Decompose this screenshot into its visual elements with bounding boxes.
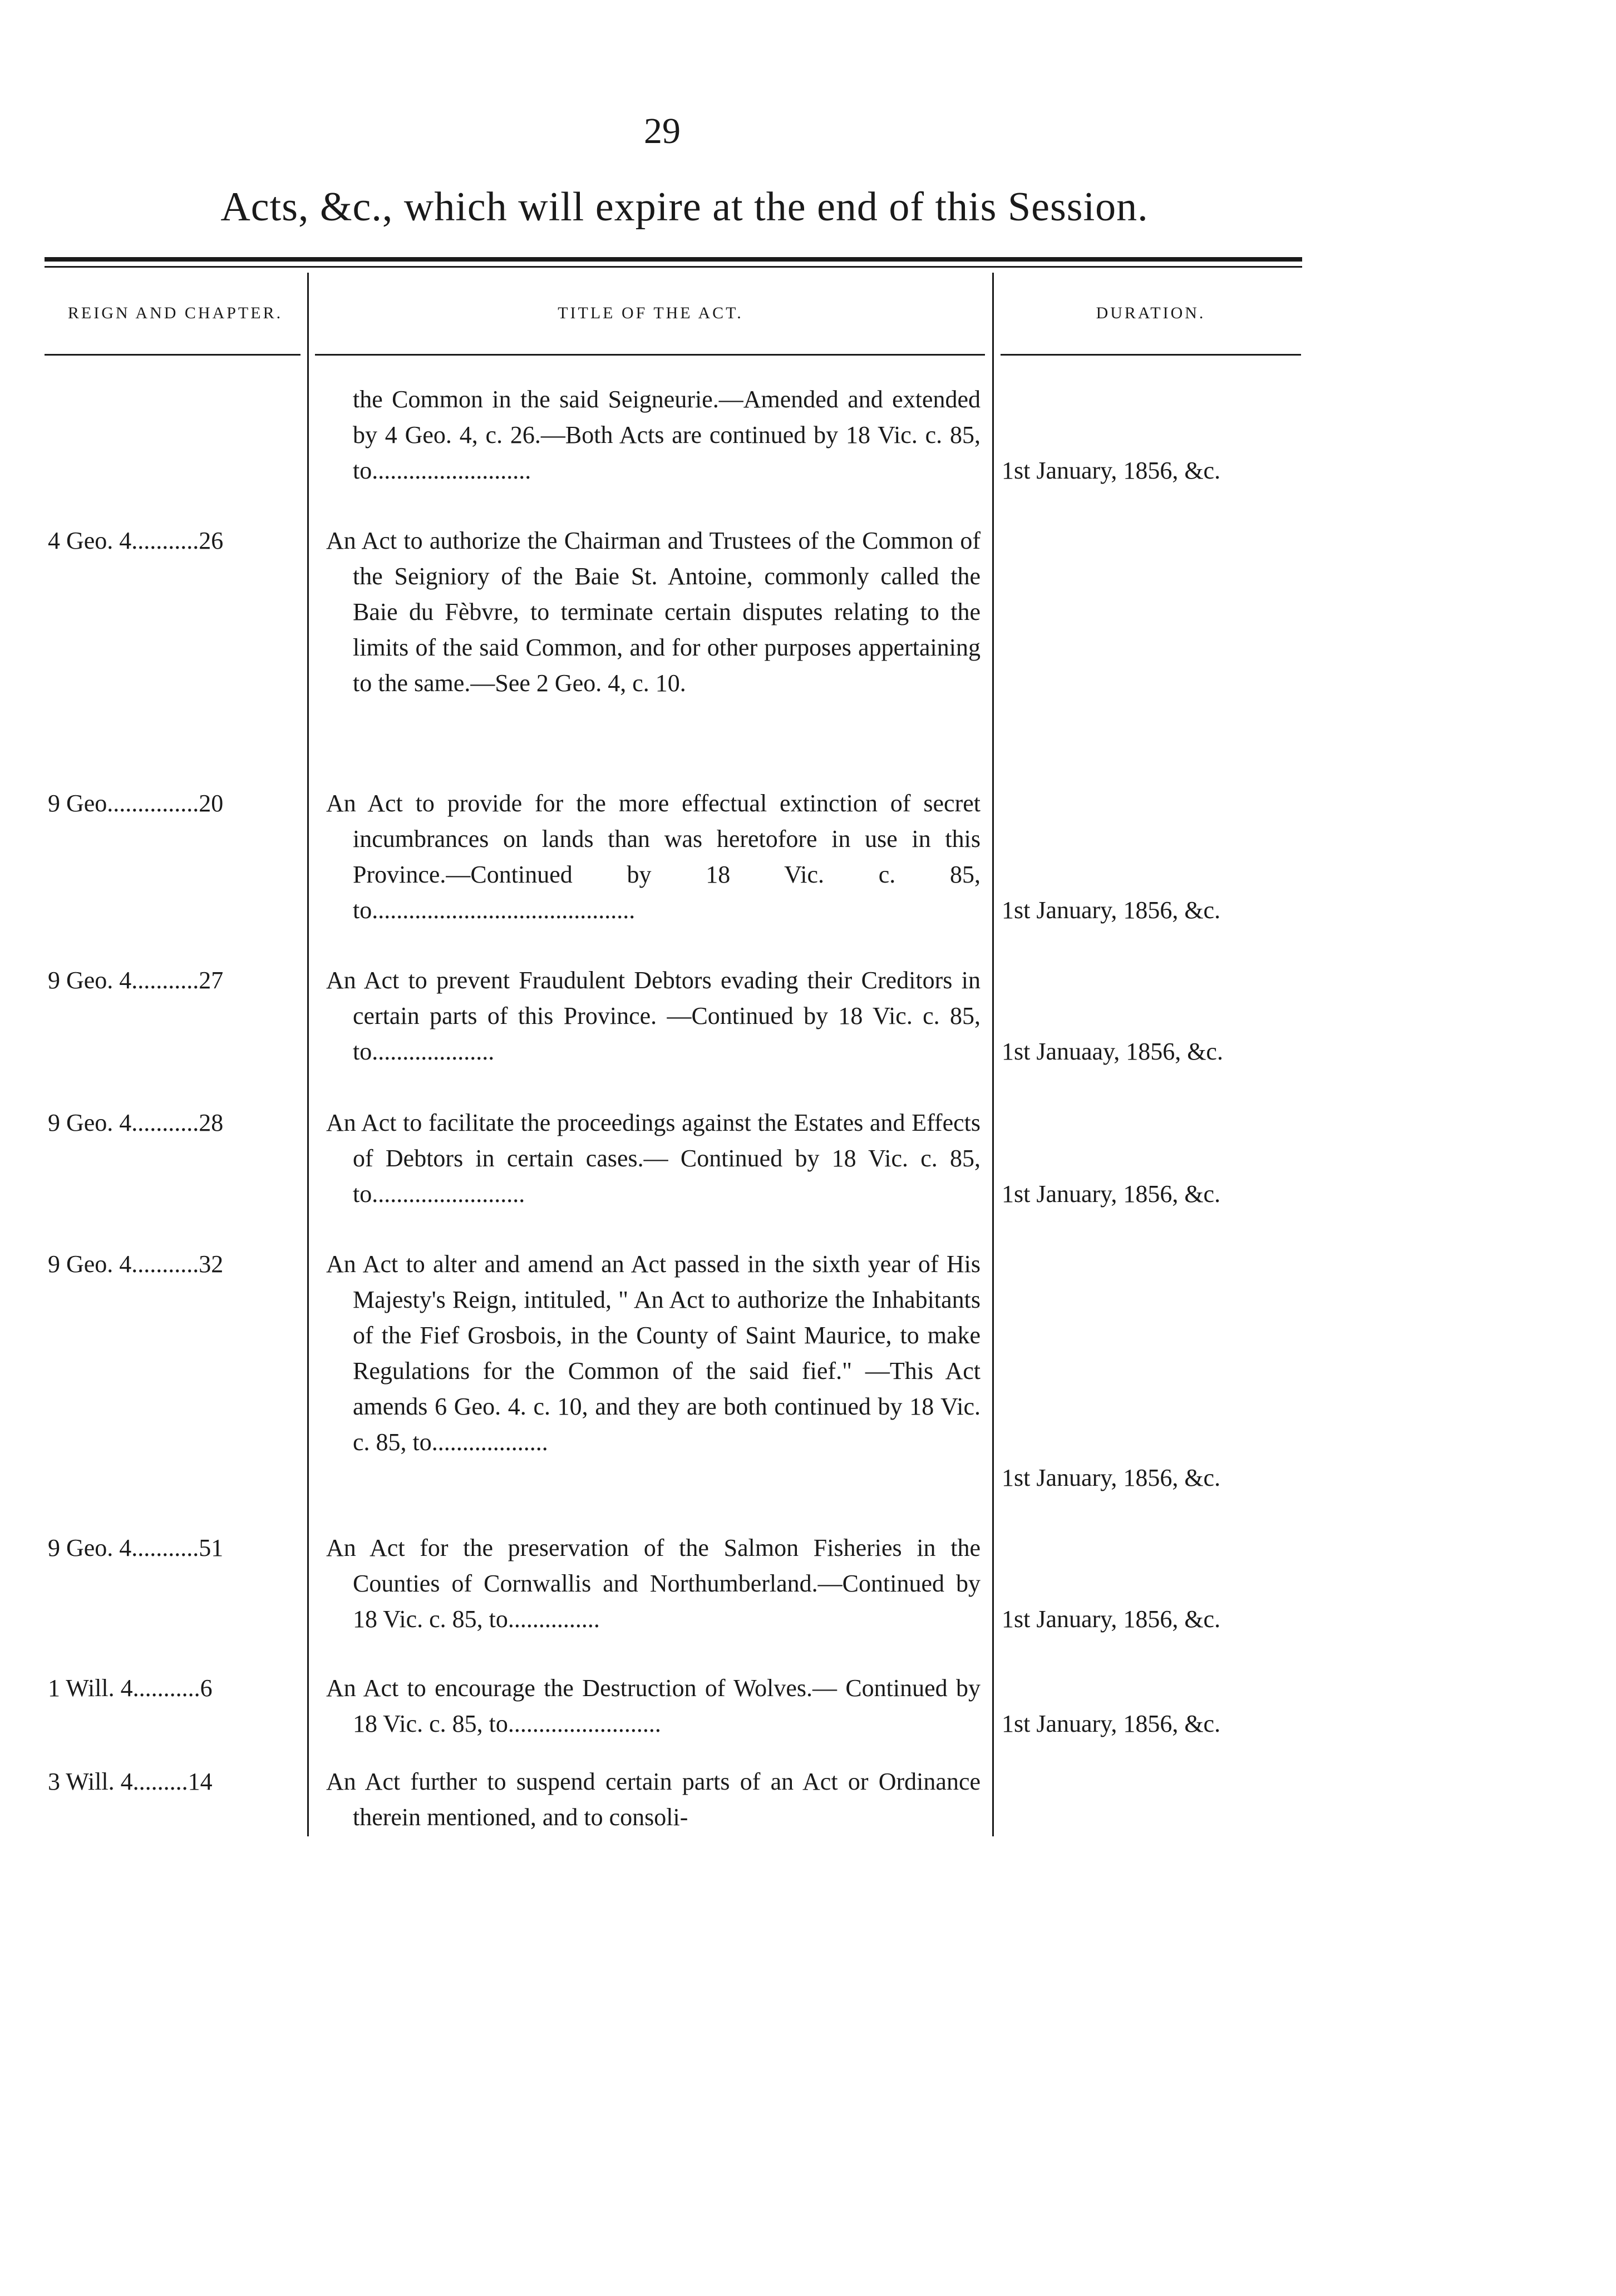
reign-cell: 4 Geo. 4...........26 <box>48 527 224 554</box>
duration-cell: 1st January, 1856, &c. <box>1002 457 1221 484</box>
title-cell: An Act for the preservation of the Salmon Fisheries in the Counties of Cornwallis and Northumberland.—Continued by 18 Vic. c. 85, to............... <box>326 1534 981 1633</box>
duration-cell: 1st Januaay, 1856, &c. <box>1002 1038 1223 1065</box>
header-title: TITLE OF THE ACT. <box>558 304 743 322</box>
title-cell: An Act to authorize the Chairman and Trustees of the Common of the Seigniory of the Baie St. Antoine, commonly called the Baie du Fèbvre, to terminate certain disputes relating to the limits of the said Common, and for other purposes appertaining to the same.—See 2 Geo. 4, c. 10. <box>326 527 981 697</box>
title-cell: An Act to facilitate the proceedings against the Estates and Effects of Debtors in certain cases.— Continued by 18 Vic. c. 85, to......................... <box>326 1109 981 1208</box>
reign-cell: 9 Geo. 4...........28 <box>48 1109 224 1136</box>
top-rule-thin <box>45 266 1302 268</box>
title-cell: An Act to prevent Fraudulent Debtors evading their Creditors in certain parts of this Province. —Continued by 18 Vic. c. 85, to.................... <box>326 967 981 1065</box>
page-number: 29 <box>644 111 681 151</box>
reign-cell: 1 Will. 4...........6 <box>48 1674 213 1702</box>
reign-cell: 9 Geo...............20 <box>48 790 224 817</box>
reign-cell: 3 Will. 4.........14 <box>48 1768 213 1795</box>
top-rule-thick <box>45 257 1302 262</box>
duration-cell: 1st January, 1856, &c. <box>1002 1605 1221 1633</box>
page-title: Acts, &c., which will expire at the end of this Session. <box>220 184 1149 230</box>
header-rule-reign <box>45 354 300 356</box>
header-rule-duration <box>1001 354 1301 356</box>
title-cell: An Act to encourage the Destruction of Wolves.— Continued by 18 Vic. c. 85, to......................... <box>326 1674 981 1737</box>
reign-cell: 9 Geo. 4...........51 <box>48 1534 224 1561</box>
header-rule-title <box>315 354 985 356</box>
duration-cell: 1st January, 1856, &c. <box>1002 896 1221 924</box>
title-cell: the Common in the said Seigneurie.—Amended and extended by 4 Geo. 4, c. 26.—Both Acts are continued by 18 Vic. c. 85, to.......................... <box>353 386 981 484</box>
column-divider-right <box>992 273 994 1836</box>
duration-cell: 1st January, 1856, &c. <box>1002 1180 1221 1208</box>
header-reign: REIGN AND CHAPTER. <box>67 304 283 322</box>
reign-cell: 9 Geo. 4...........27 <box>48 967 224 994</box>
duration-cell: 1st January, 1856, &c. <box>1002 1464 1221 1491</box>
duration-cell: 1st January, 1856, &c. <box>1002 1710 1221 1737</box>
title-cell: An Act to alter and amend an Act passed in the sixth year of His Majesty's Reign, intituled, " An Act to authorize the Inhabitants of the Fief Grosbois, in the County of Saint Maurice, to make Regulations for the Common of the said fief." —This Act amends 6 Geo. 4. c. 10, and they are both continued by 18 Vic. c. 85, to................... <box>326 1250 981 1456</box>
header-duration: DURATION. <box>1096 304 1206 322</box>
reign-cell: 9 Geo. 4...........32 <box>48 1250 224 1278</box>
column-divider-left <box>307 273 309 1836</box>
title-cell: An Act further to suspend certain parts of an Act or Ordinance therein mentioned, and to consoli- <box>326 1768 981 1831</box>
title-cell: An Act to provide for the more effectual extinction of secret incumbrances on lands than was heretofore in use in this Province.—Continued by 18 Vic. c. 85, to........................................... <box>326 790 981 924</box>
